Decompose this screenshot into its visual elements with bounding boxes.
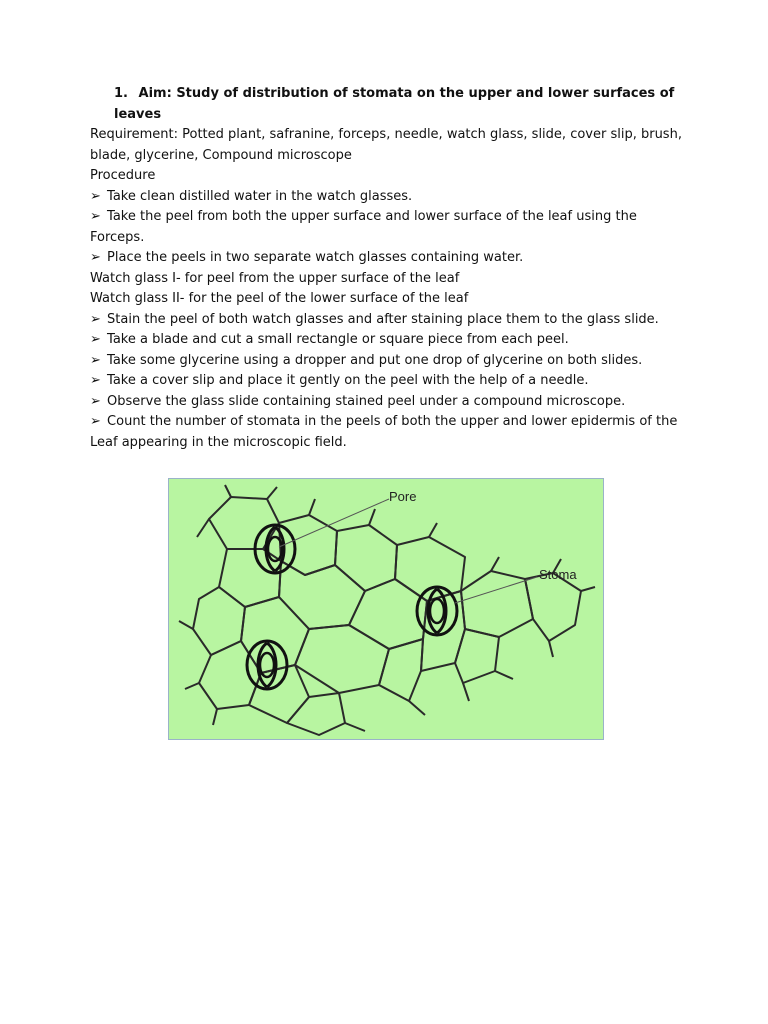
step-text: Take the peel from both the upper surface and lower surface of the leaf using the [107,209,637,224]
pore-label: Pore [389,489,417,504]
step-text: Take clean distilled water in the watch glasses. [107,188,413,204]
pore-leader-line [279,499,389,547]
cell-wall [349,579,427,649]
stoma-label: Stoma [539,567,577,582]
requirement-line-1: Requirement: Potted plant, safranine, forceps, needle, watch glass, slide, cover slip, brush, [90,127,682,142]
step-text: Place the peels in two separate watch glasses containing water. [107,250,524,265]
watch-glass-1-note: Watch glass I- for peel from the upper surface of the leaf [90,270,460,286]
requirement-line-2: blade, glycerine, Compound microscope [90,147,352,163]
step-text: Take a blade and cut a small rectangle or square piece from each peel. [107,332,569,347]
cell-wall [395,537,465,601]
cell-wall [295,625,389,693]
cell-wall [525,573,581,641]
cell-wall [455,629,499,683]
arrow-bullet-icon: ➢ [90,332,101,347]
stoma-2 [417,587,457,635]
arrow-bullet-icon: ➢ [90,414,101,429]
cell-wall [287,693,345,735]
procedure-step-4 [90,310,690,331]
stoma-3 [247,641,287,689]
procedure-step-6 [90,351,690,372]
arrow-bullet-icon: ➢ [90,209,101,224]
arrow-bullet-icon: ➢ [90,188,101,204]
procedure-step-7 [90,371,690,392]
cell-wall [461,571,533,637]
step-text: Observe the glass slide containing stained peel under a compound microscope. [107,393,626,409]
procedure-step-9 [90,412,690,433]
cell-wall [379,639,423,701]
procedure-step-3 [90,248,690,269]
step-text: Count the number of stomata in the peels of both the upper and lower epidermis of the [107,414,678,429]
watch-glass-2-note: Watch glass II- for the peel of the lower surface of the leaf [90,291,469,306]
arrow-bullet-icon: ➢ [90,250,101,265]
document-text [90,84,690,453]
stomata-diagram [168,478,604,740]
aim-heading [90,84,690,125]
procedure-step-8 [90,392,690,413]
epidermis-cells-drawing [169,479,605,741]
step-text: Take some glycerine using a dropper and put one drop of glycerine on both slides. [107,352,643,368]
procedure-step-9-continuation: Leaf appearing in the microscopic field. [90,434,347,450]
procedure-step-1 [90,187,690,208]
step-text: Stain the peel of both watch glasses and after staining place them to the glass slide. [107,311,659,327]
arrow-bullet-icon: ➢ [90,373,101,388]
arrow-bullet-icon: ➢ [90,311,101,327]
step-text: Take a cover slip and place it gently on the peel with the help of a needle. [107,373,589,388]
procedure-heading: Procedure [90,168,156,183]
cell-wall [193,587,245,655]
procedure-step-5 [90,330,690,351]
arrow-bullet-icon: ➢ [90,393,101,409]
stoma-leader-line [455,577,537,603]
procedure-step-2 [90,207,690,228]
arrow-bullet-icon: ➢ [90,352,101,368]
procedure-step-2-continuation: Forceps. [90,229,145,245]
aim-text: Aim: Study of distribution of stomata on the upper and lower surfaces of leaves [114,86,675,122]
aim-number: 1. [114,86,128,101]
cell-wall-fragment [179,485,595,731]
